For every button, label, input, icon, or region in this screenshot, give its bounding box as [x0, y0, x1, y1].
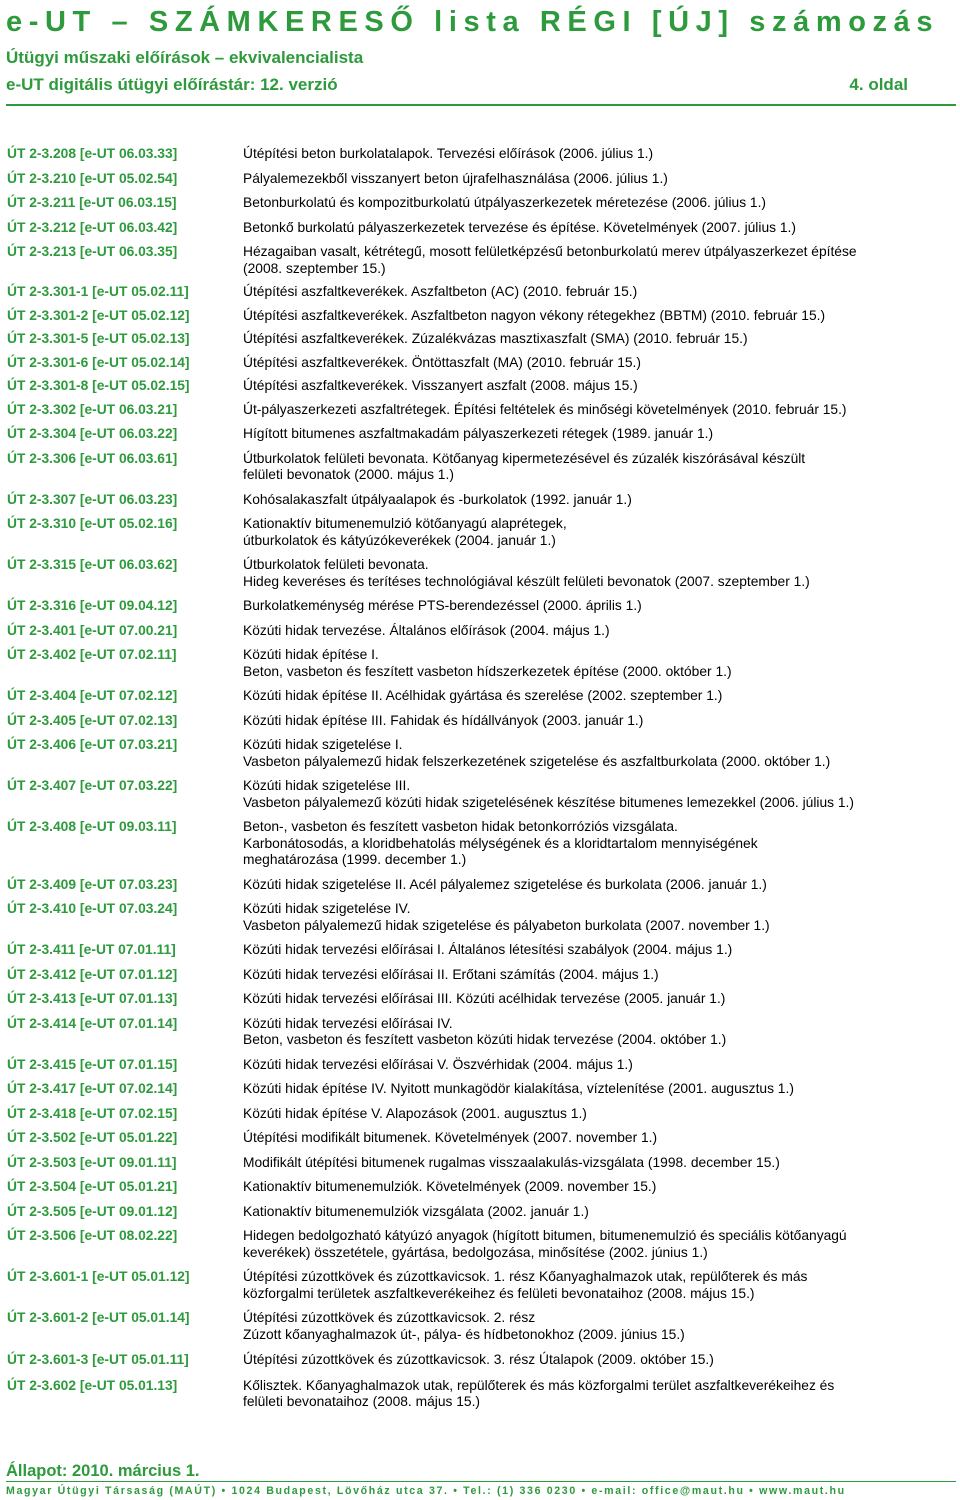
list-item [7, 598, 952, 615]
list-item [7, 516, 952, 549]
standard-description: Közúti hidak építése IV. Nyitott munkagödör kialakítása, víztelenítése (2001. augusztus 1.) [243, 1081, 794, 1096]
standard-description: Közúti hidak építése III. Fahidak és hídállványok (2003. január 1.) [243, 712, 644, 728]
standard-description: Közúti hidak tervezési előírásai III. Közúti acélhidak tervezése (2005. január 1.) [243, 991, 726, 1006]
standard-description: Burkolatkeménység mérése PTS-berendezéssel (2000. április 1.) [243, 598, 642, 613]
standard-code: ÚT 2-3.418 [e-UT 07.02.15] [7, 1105, 178, 1121]
standard-description: Kohósalakaszfalt útpályaalapok és -burkolatok (1992. január 1.) [243, 491, 632, 507]
standard-description: Közúti hidak építése II. Acélhidak gyártása és szerelése (2002. szeptember 1.) [243, 688, 723, 703]
standard-code: ÚT 2-3.417 [e-UT 07.02.14] [7, 1081, 178, 1096]
standard-code: ÚT 2-3.211 [e-UT 06.03.15] [7, 195, 177, 210]
list-item [7, 1057, 952, 1074]
standard-description: Útépítési aszfaltkeverékek. Aszfaltbeton (AC) (2010. február 15.) [243, 284, 638, 299]
standard-description: Útépítési aszfaltkeverékek. Zúzalékvázas masztixaszfalt (SMA) (2010. február 15.) [243, 331, 748, 346]
list-item [7, 623, 952, 640]
standard-code: ÚT 2-3.306 [e-UT 06.03.61] [7, 450, 178, 466]
footer-divider [6, 1481, 956, 1482]
standard-description: Útépítési zúzottkövek és zúzottkavicsok. 3. rész Útalapok (2009. október 15.) [243, 1352, 714, 1367]
standard-code: ÚT 2-3.601-2 [e-UT 05.01.14] [7, 1310, 190, 1325]
list-item [7, 647, 952, 680]
standard-description: Közúti hidak tervezési előírásai I. Általános létesítési szabályok (2004. május 1.) [243, 942, 733, 957]
standard-code: ÚT 2-3.406 [e-UT 07.03.21] [7, 737, 178, 752]
standard-code: ÚT 2-3.208 [e-UT 06.03.33] [7, 146, 178, 161]
standard-code: ÚT 2-3.310 [e-UT 05.02.16] [7, 516, 178, 531]
standard-code: ÚT 2-3.402 [e-UT 07.02.11] [7, 647, 177, 662]
list-item [7, 1016, 952, 1049]
list-item [7, 1228, 952, 1261]
standard-code: ÚT 2-3.213 [e-UT 06.03.35] [7, 244, 178, 259]
list-item [7, 1204, 952, 1221]
list-item [7, 244, 952, 277]
standard-code: ÚT 2-3.506 [e-UT 08.02.22] [7, 1228, 178, 1243]
status-date: Állapot: 2010. március 1. [6, 1462, 200, 1480]
standard-code: ÚT 2-3.503 [e-UT 09.01.11] [7, 1154, 177, 1170]
standard-description: Útépítési beton burkolatalapok. Tervezési előírások (2006. július 1.) [243, 146, 654, 161]
standard-code: ÚT 2-3.502 [e-UT 05.01.22] [7, 1130, 178, 1145]
list-item [7, 877, 952, 894]
standard-code: ÚT 2-3.409 [e-UT 07.03.23] [7, 876, 178, 892]
standard-code: ÚT 2-3.602 [e-UT 05.01.13] [7, 1377, 178, 1393]
list-item [7, 1269, 952, 1302]
standard-description: Útépítési zúzottkövek és zúzottkavicsok. 1. rész Kőanyaghalmazok utak, repülőterek és más közforgalmi területek aszfaltkeverékeihez és felületi bevonataihoz (2008. május 15.) [243, 1269, 808, 1301]
list-item [7, 308, 952, 325]
standard-description: Útépítési aszfaltkeverékek. Aszfaltbeton nagyon vékony rétegekhez (BBTM) (2010. február 15.) [243, 307, 826, 323]
standard-code: ÚT 2-3.412 [e-UT 07.01.12] [7, 966, 178, 982]
version-label: e-UT digitális útügyi előírástár: 12. verzió [6, 75, 338, 94]
standard-code: ÚT 2-3.301-1 [e-UT 05.02.11] [7, 284, 189, 299]
list-item [7, 1081, 952, 1098]
standard-description: Betonkő burkolatú pályaszerkezetek tervezése és építése. Követelmények (2007. július 1.) [243, 219, 796, 235]
list-item [7, 146, 952, 163]
standard-code: ÚT 2-3.410 [e-UT 07.03.24] [7, 901, 178, 916]
standard-description: Útépítési zúzottkövek és zúzottkavicsok. 2. rész Zúzott kőanyaghalmazok út-, pálya- és hídbetonokhoz (2009. június 15.) [243, 1310, 685, 1342]
standard-description: Közúti hidak szigetelése I. Vasbeton pályalemezű hidak felszerkezetének szigetelése és aszfaltburkolata (2000. október 1.) [243, 737, 831, 769]
standard-code: ÚT 2-3.405 [e-UT 07.02.13] [7, 712, 178, 728]
standard-code: ÚT 2-3.301-6 [e-UT 05.02.14] [7, 354, 190, 370]
list-item [7, 1378, 952, 1411]
list-item [7, 1310, 952, 1343]
standard-description: Kationaktív bitumenemulziók. Követelmények (2009. november 15.) [243, 1179, 657, 1194]
standard-code: ÚT 2-3.505 [e-UT 09.01.12] [7, 1203, 178, 1219]
standard-description: Közúti hidak tervezése. Általános előírások (2004. május 1.) [243, 622, 610, 638]
standard-code: ÚT 2-3.210 [e-UT 05.02.54] [7, 170, 178, 186]
standard-code: ÚT 2-3.504 [e-UT 05.01.21] [7, 1179, 178, 1194]
standard-description: Közúti hidak szigetelése II. Acél pályalemez szigetelése és burkolata (2006. január 1.) [243, 876, 767, 892]
standard-code: ÚT 2-3.407 [e-UT 07.03.22] [7, 778, 178, 793]
standard-description: Útburkolatok felületi bevonata. Kötőanyag kipermetezésével és zúzalék kiszórásával készült felületi bevonatok (2000. május 1.) [243, 450, 806, 482]
list-item [7, 737, 952, 770]
standard-code: ÚT 2-3.601-1 [e-UT 05.01.12] [7, 1269, 190, 1284]
list-item [7, 942, 952, 959]
list-item [7, 195, 952, 212]
standard-code: ÚT 2-3.301-5 [e-UT 05.02.13] [7, 331, 190, 346]
standard-code: ÚT 2-3.404 [e-UT 07.02.12] [7, 688, 178, 703]
list-item [7, 901, 952, 934]
page-header [6, 0, 956, 98]
standard-code: ÚT 2-3.302 [e-UT 06.03.21] [7, 401, 178, 417]
standard-description: Hézagaiban vasalt, kétrétegű, mosott felületképzésű betonburkolatú merev útpályaszerkezet építése (2008. szeptember 15.) [243, 244, 857, 276]
standard-description: Közúti hidak építése V. Alapozások (2001. augusztus 1.) [243, 1105, 587, 1121]
list-item [7, 1155, 952, 1172]
list-item [7, 819, 952, 869]
standard-code: ÚT 2-3.301-2 [e-UT 05.02.12] [7, 307, 190, 323]
list-item [7, 492, 952, 509]
list-item [7, 331, 952, 348]
standard-code: ÚT 2-3.414 [e-UT 07.01.14] [7, 1015, 178, 1031]
list-item [7, 171, 952, 188]
header-divider [6, 104, 956, 106]
standard-description: Hidegen bedolgozható kátyúzó anyagok (hígított bitumen, bitumenemulzió és speciális kötőanyagú keverékek) összetétele, gyártása, bedolgozása, minősítése (2002. június 1.) [243, 1228, 847, 1260]
standard-description: Kationaktív bitumenemulziók vizsgálata (2002. január 1.) [243, 1203, 589, 1219]
standard-description: Út-pályaszerkezeti aszfaltrétegek. Építési feltételek és minőségi követelmények (2010. február 15.) [243, 401, 847, 417]
standard-description: Pályalemezekből visszanyert beton újrafelhasználása (2006. július 1.) [243, 170, 668, 186]
standard-description: Útépítési aszfaltkeverékek. Öntöttaszfalt (MA) (2010. február 15.) [243, 354, 641, 370]
standard-code: ÚT 2-3.316 [e-UT 09.04.12] [7, 598, 178, 613]
standard-code: ÚT 2-3.401 [e-UT 07.00.21] [7, 622, 178, 638]
standard-code: ÚT 2-3.304 [e-UT 06.03.22] [7, 426, 178, 441]
standard-code: ÚT 2-3.601-3 [e-UT 05.01.11] [7, 1352, 189, 1367]
standard-code: ÚT 2-3.413 [e-UT 07.01.13] [7, 991, 178, 1006]
standard-description: Közúti hidak szigetelése III. Vasbeton pályalemezű közúti hidak szigetelésének készítése bitumenes lemezekkel (2006. július 1.) [243, 778, 854, 810]
standard-description: Hígított bitumenes aszfaltmakadám pályaszerkezeti rétegek (1989. január 1.) [243, 426, 714, 441]
standard-description: Közúti hidak tervezési előírásai IV. Beton, vasbeton és feszített vasbeton közúti hidak tervezése (2004. október 1.) [243, 1015, 727, 1047]
list-item [7, 1130, 952, 1147]
standard-code: ÚT 2-3.307 [e-UT 06.03.23] [7, 491, 178, 507]
standard-description: Közúti hidak tervezési előírásai II. Erőtani számítás (2004. május 1.) [243, 966, 659, 982]
list-item [7, 778, 952, 811]
standard-code: ÚT 2-3.408 [e-UT 09.03.11] [7, 819, 177, 834]
list-item [7, 991, 952, 1008]
standard-description: Beton-, vasbeton és feszített vasbeton hidak betonkorróziós vizsgálata. Karbonátosodás, a kloridbehatolás mélységének és a kloridtartalom mennyiségének meghatározása (1999. december 1.) [243, 819, 758, 867]
standards-list [7, 146, 952, 1411]
standard-description: Kőlisztek. Kőanyaghalmazok utak, repülőterek és más közforgalmi terület aszfaltkeverékeihez és felületi bevonataihoz (2008. május 15.) [243, 1377, 835, 1409]
list-item [7, 557, 952, 590]
document-title: e-UT – SZÁMKERESŐ lista RÉGI [ÚJ] számozás [6, 6, 940, 38]
standard-description: Modifikált útépítési bitumenek rugalmas visszaalakulás-vizsgálata (1998. december 15.) [243, 1154, 780, 1170]
standard-code: ÚT 2-3.411 [e-UT 07.01.11] [7, 942, 176, 957]
list-item [7, 402, 952, 419]
version-row [6, 72, 956, 98]
list-item [7, 378, 952, 395]
list-item [7, 426, 952, 443]
standard-description: Kationaktív bitumenemulzió kötőanyagú alaprétegek, útburkolatok és kátyúzókeverékek (2004. január 1.) [243, 516, 567, 548]
list-item [7, 1352, 952, 1369]
list-item [7, 1179, 952, 1196]
list-item [7, 220, 952, 237]
list-item [7, 688, 952, 705]
standard-code: ÚT 2-3.301-8 [e-UT 05.02.15] [7, 378, 190, 393]
standard-description: Közúti hidak építése I. Beton, vasbeton és feszített vasbeton hídszerkezetek építése (2000. október 1.) [243, 647, 732, 679]
list-item [7, 355, 952, 372]
list-item [7, 713, 952, 730]
standard-code: ÚT 2-3.415 [e-UT 07.01.15] [7, 1056, 178, 1072]
standard-description: Útburkolatok felületi bevonata. Hideg keveréses és terítéses technológiával készült felületi bevonatok (2007. szeptember 1.) [243, 557, 810, 589]
standard-code: ÚT 2-3.315 [e-UT 06.03.62] [7, 557, 178, 572]
standard-description: Közúti hidak tervezési előírásai V. Öszvérhidak (2004. május 1.) [243, 1056, 633, 1072]
page-number: 4. oldal [849, 75, 908, 94]
list-item [7, 1106, 952, 1123]
standard-description: Betonburkolatú és kompozitburkolatú útpályaszerkezetek méretezése (2006. július 1.) [243, 195, 767, 210]
standard-code: ÚT 2-3.212 [e-UT 06.03.42] [7, 219, 178, 235]
standard-description: Útépítési aszfaltkeverékek. Visszanyert aszfalt (2008. május 15.) [243, 378, 638, 393]
standard-description: Útépítési modifikált bitumenek. Követelmények (2007. november 1.) [243, 1130, 658, 1145]
document-subtitle: Útügyi műszaki előírások – ekvivalencialista [6, 48, 364, 67]
list-item [7, 451, 952, 484]
standard-description: Közúti hidak szigetelése IV. Vasbeton pályalemezű hidak szigetelése és pályabeton burkolata (2007. november 1.) [243, 901, 770, 933]
list-item [7, 284, 952, 301]
list-item [7, 967, 952, 984]
footer-contact: Magyar Útügyi Társaság (MAÚT) • 1024 Budapest, Lövőház utca 37. • Tel.: (1) 336 0230 • e-mail: office@maut.hu • www.maut.hu [6, 1485, 846, 1497]
